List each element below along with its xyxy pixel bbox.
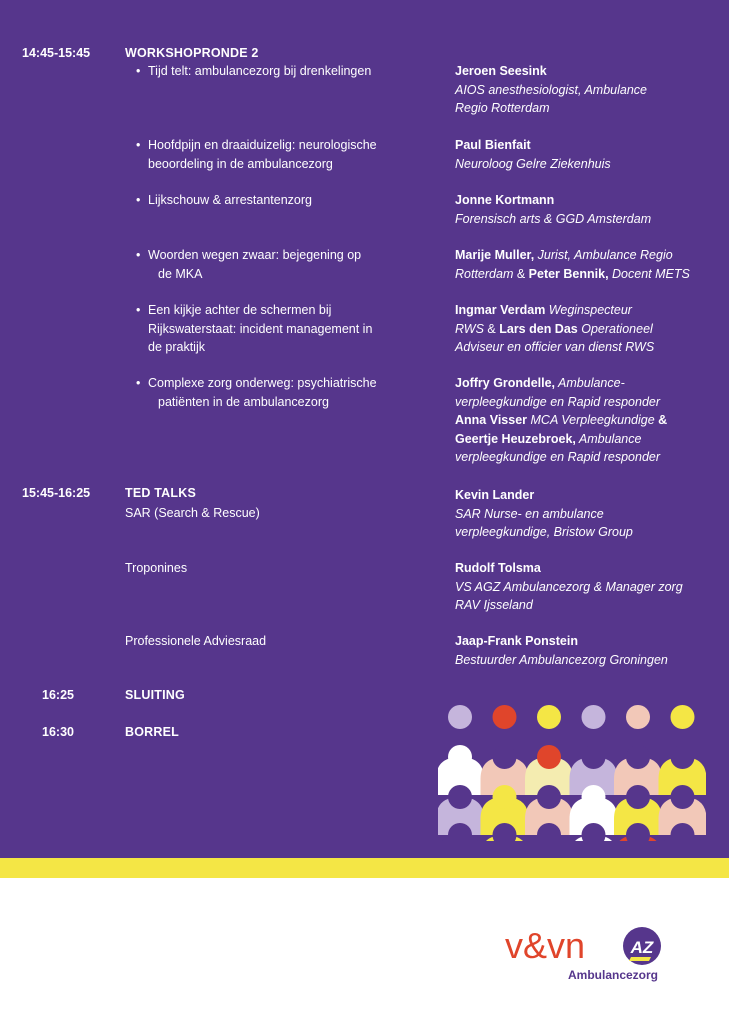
workshop-speaker [455,62,647,118]
speaker-name: Lars den Das [499,321,578,336]
workshop-topic-line: • Hoofdpijn en draaiduizelig: neurologische [148,138,377,152]
speaker-role: AIOS anesthesiologist, Ambulance [455,82,648,97]
speaker-joiner: & [487,321,500,336]
ted-speaker [455,632,668,669]
speaker-role: Operationeel [577,321,653,336]
person-head [448,745,472,769]
workshop-speaker [455,191,651,228]
speaker-line [455,265,690,284]
drinks-title: BORREL [125,725,179,739]
ted-title: TED TALKS [125,486,197,500]
person-head [671,785,695,809]
speaker-role: Docent METS [608,266,690,281]
speaker-role: Adviseur en officier van dienst RWS [455,340,655,354]
speaker-line [455,136,611,155]
drinks-time: 16:30 [42,725,74,739]
speaker-name: Geertje Heuzebroek, [455,431,576,446]
speaker-name: Ingmar Verdam [455,303,546,317]
workshop-topic-line: patiënten in de ambulancezorg [158,394,329,409]
speaker-role: SAR Nurse- en ambulance [455,506,604,521]
speaker-role: Bestuurder Ambulancezorg Groningen [455,652,668,667]
workshop-topic-line: beoordeling in de ambulancezorg [148,156,333,171]
workshop-speaker [455,136,611,173]
speaker-role: verpleegkundige en Rapid responder [455,450,661,464]
workshop-speaker [455,374,667,467]
ted-topic: Troponines [125,561,188,575]
footer-accent-bar [0,858,729,878]
logo-subtitle: Ambulancezorg [568,968,659,982]
speaker-role: verpleegkundige, Bristow Group [455,525,633,539]
speaker-role: Ambulance- [555,376,625,390]
logo-brand: v&vn [505,925,586,966]
workshop-topic-line: • Lijkschouw & arrestantenzorg [148,193,312,207]
workshop-topic [148,301,372,357]
speaker-role: RAV Ijsseland [455,598,533,612]
closing-title: SLUITING [125,688,185,702]
speaker-name: & [658,413,668,427]
workshop-topic-line: de praktijk [148,340,205,354]
person-head [493,705,517,729]
speaker-role: Forensisch arts & GGD Amsterdam [455,211,652,226]
workshop-topic-line: • Complexe zorg onderweg: psychiatrische [148,376,377,390]
workshop-speaker [455,301,654,357]
vvn-ambulancezorg-logo [505,920,675,990]
speaker-line [455,62,647,81]
speaker-line [455,338,654,357]
closing-time: 16:25 [42,688,74,702]
speaker-line [455,155,611,174]
speaker-role: Neuroloog Gelre Ziekenhuis [455,156,611,171]
person-head [537,705,561,729]
workshop-topic [148,62,371,81]
person-head [493,785,517,809]
speaker-role: Ambulance [575,431,642,446]
person-head [582,745,606,769]
speaker-name: Peter Bennik, [528,266,609,281]
workshop-topic-line: • Een kijkje achter de schermen bij [148,303,332,317]
ted-topic: SAR (Search & Rescue) [125,506,260,520]
speaker-role: verpleegkundige en Rapid responder [455,394,661,409]
crowd-illustration [438,697,706,841]
speaker-name: Rudolf Tolsma [455,561,541,575]
speaker-role: RWS [455,321,488,336]
speaker-line [455,301,654,320]
speaker-role: MCA Verpleegkundige [527,413,659,427]
workshop-topic [148,246,361,283]
workshop-topic [148,191,312,210]
speaker-joiner: & [516,266,529,281]
workshop-topic-line: de MKA [158,266,203,281]
workshop-topic-line: • Tijd telt: ambulancezorg bij drenkelingen [148,64,372,78]
speaker-role: Jurist, Ambulance Regio [534,248,673,262]
person-head [582,705,606,729]
speaker-name: Jeroen Seesink [455,64,547,78]
person-head [537,785,561,809]
ted-speaker [455,486,633,542]
speaker-name: Jaap-Frank Ponstein [455,634,578,648]
speaker-line [455,448,667,467]
speaker-name: Joffry Grondelle, [455,376,556,390]
person-head [582,785,606,809]
person-head [448,705,472,729]
logo-badge-swoosh [629,957,651,961]
speaker-line [455,246,690,265]
ted-speaker [455,559,683,615]
speaker-line [455,81,647,100]
speaker-line [455,320,654,339]
person-head [671,705,695,729]
speaker-role: Weginspecteur [545,303,632,317]
speaker-line [455,374,667,393]
speaker-name: Anna Visser [455,413,528,427]
workshop-time: 14:45-15:45 [22,46,91,60]
workshop-topic [148,136,377,173]
logo-badge-text: AZ [630,938,654,957]
workshop-title: WORKSHOPRONDE 2 [125,46,259,60]
workshop-topic-line: • Woorden wegen zwaar: bejegening op [148,248,362,262]
speaker-line [455,411,667,430]
speaker-line [455,99,647,118]
ted-time: 15:45-16:25 [22,486,91,500]
speaker-name: Marije Muller, [455,248,535,262]
speaker-name: Paul Bienfait [455,138,531,152]
speaker-line [455,210,651,229]
speaker-line [455,430,667,449]
person-head [626,785,650,809]
person-head [448,785,472,809]
person-head [626,745,650,769]
person-head [537,745,561,769]
speaker-line [455,191,651,210]
speaker-role: Regio Rotterdam [455,101,550,115]
workshop-speaker [455,246,690,283]
speaker-line [455,393,667,412]
workshop-topic-line: Rijkswaterstaat: incident management in [148,321,373,336]
speaker-role: VS AGZ Ambulancezorg & Manager zorg [455,579,683,594]
person-head [626,705,650,729]
speaker-name: Jonne Kortmann [455,193,555,207]
ted-topic: Professionele Adviesraad [125,634,267,648]
speaker-name: Kevin Lander [455,488,535,502]
person-head [493,745,517,769]
workshop-topic [148,374,377,411]
person-head [671,745,695,769]
speaker-role: Rotterdam [455,266,517,281]
